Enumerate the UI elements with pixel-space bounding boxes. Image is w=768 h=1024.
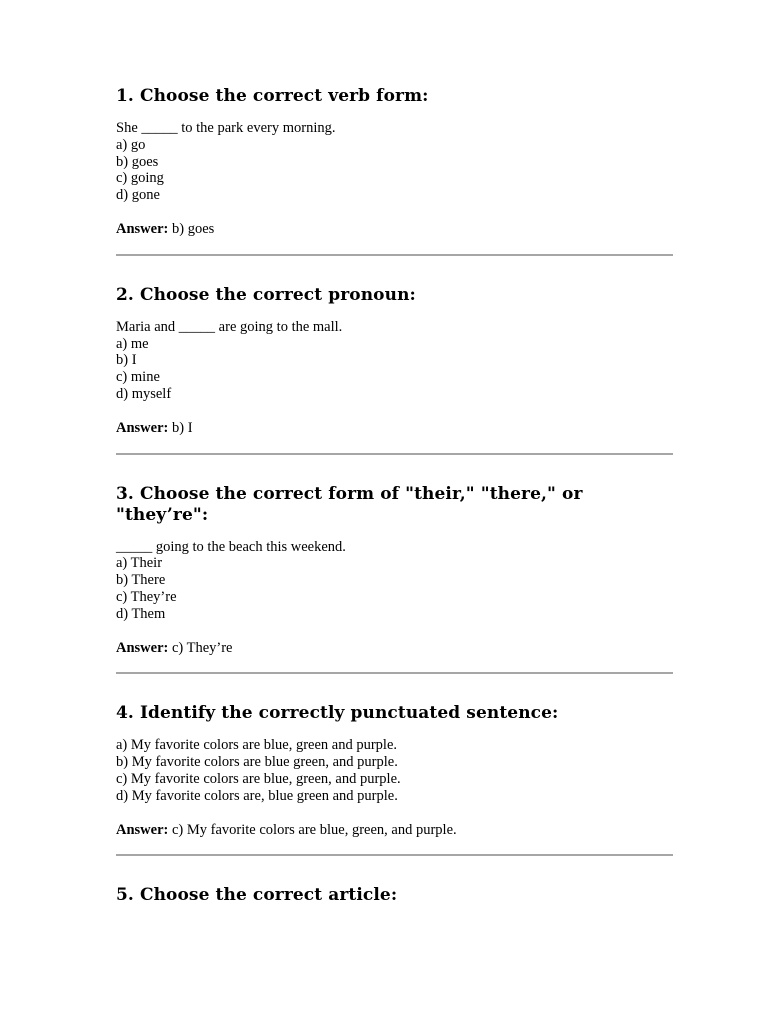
answer-value: c) They’re: [171, 639, 233, 656]
answer-value: b) goes: [171, 220, 215, 237]
question-title: 2. Choose the correct pronoun:: [116, 284, 416, 305]
section-divider: [116, 453, 673, 455]
question-3: [116, 484, 673, 657]
question-title: 3. Choose the correct form of "their," "there," or "they’re":: [116, 483, 583, 525]
question-4: [116, 703, 673, 838]
option-b: b) I: [116, 352, 137, 369]
option-a: a) go: [116, 136, 146, 153]
option-c: c) going: [116, 170, 164, 187]
answer-label: Answer:: [116, 419, 169, 436]
option-b: b) There: [116, 572, 166, 589]
answer-label: Answer:: [116, 639, 169, 656]
question-title: 4. Identify the correctly punctuated sentence:: [116, 703, 559, 724]
option-d: d) Them: [116, 605, 166, 622]
question-body: [116, 120, 673, 204]
option-a: a) Their: [116, 555, 163, 572]
question-body: [116, 737, 673, 804]
answer-line: [116, 822, 673, 839]
question-prompt: _____ going to the beach this weekend.: [116, 538, 346, 555]
question-5: [116, 885, 673, 906]
section-divider: [116, 672, 673, 674]
section-divider: [116, 854, 673, 856]
option-d: d) My favorite colors are, blue green and purple.: [116, 787, 398, 804]
option-d: d) gone: [116, 187, 160, 204]
question-prompt: Maria and _____ are going to the mall.: [116, 318, 343, 335]
answer-line: [116, 420, 673, 437]
question-body: [116, 319, 673, 403]
section-divider: [116, 254, 673, 256]
option-a: a) me: [116, 335, 149, 352]
answer-label: Answer:: [116, 821, 169, 838]
option-b: b) My favorite colors are blue green, and purple.: [116, 754, 398, 771]
option-b: b) goes: [116, 153, 159, 170]
question-1: [116, 86, 673, 238]
option-d: d) myself: [116, 385, 172, 402]
question-2: [116, 285, 673, 437]
option-a: a) My favorite colors are blue, green and purple.: [116, 737, 398, 754]
answer-line: [116, 221, 673, 238]
quiz-content: [116, 86, 673, 919]
question-title: 1. Choose the correct verb form:: [116, 86, 429, 106]
question-body: [116, 539, 673, 623]
answer-line: [116, 640, 673, 657]
answer-value: b) I: [171, 419, 193, 436]
option-c: c) They’re: [116, 588, 177, 605]
option-c: c) mine: [116, 369, 160, 386]
question-prompt: She _____ to the park every morning.: [116, 120, 336, 136]
option-c: c) My favorite colors are blue, green, and purple.: [116, 770, 401, 787]
answer-value: c) My favorite colors are blue, green, and purple.: [171, 821, 457, 838]
question-title: 5. Choose the correct article:: [116, 885, 398, 906]
answer-label: Answer:: [116, 220, 169, 237]
